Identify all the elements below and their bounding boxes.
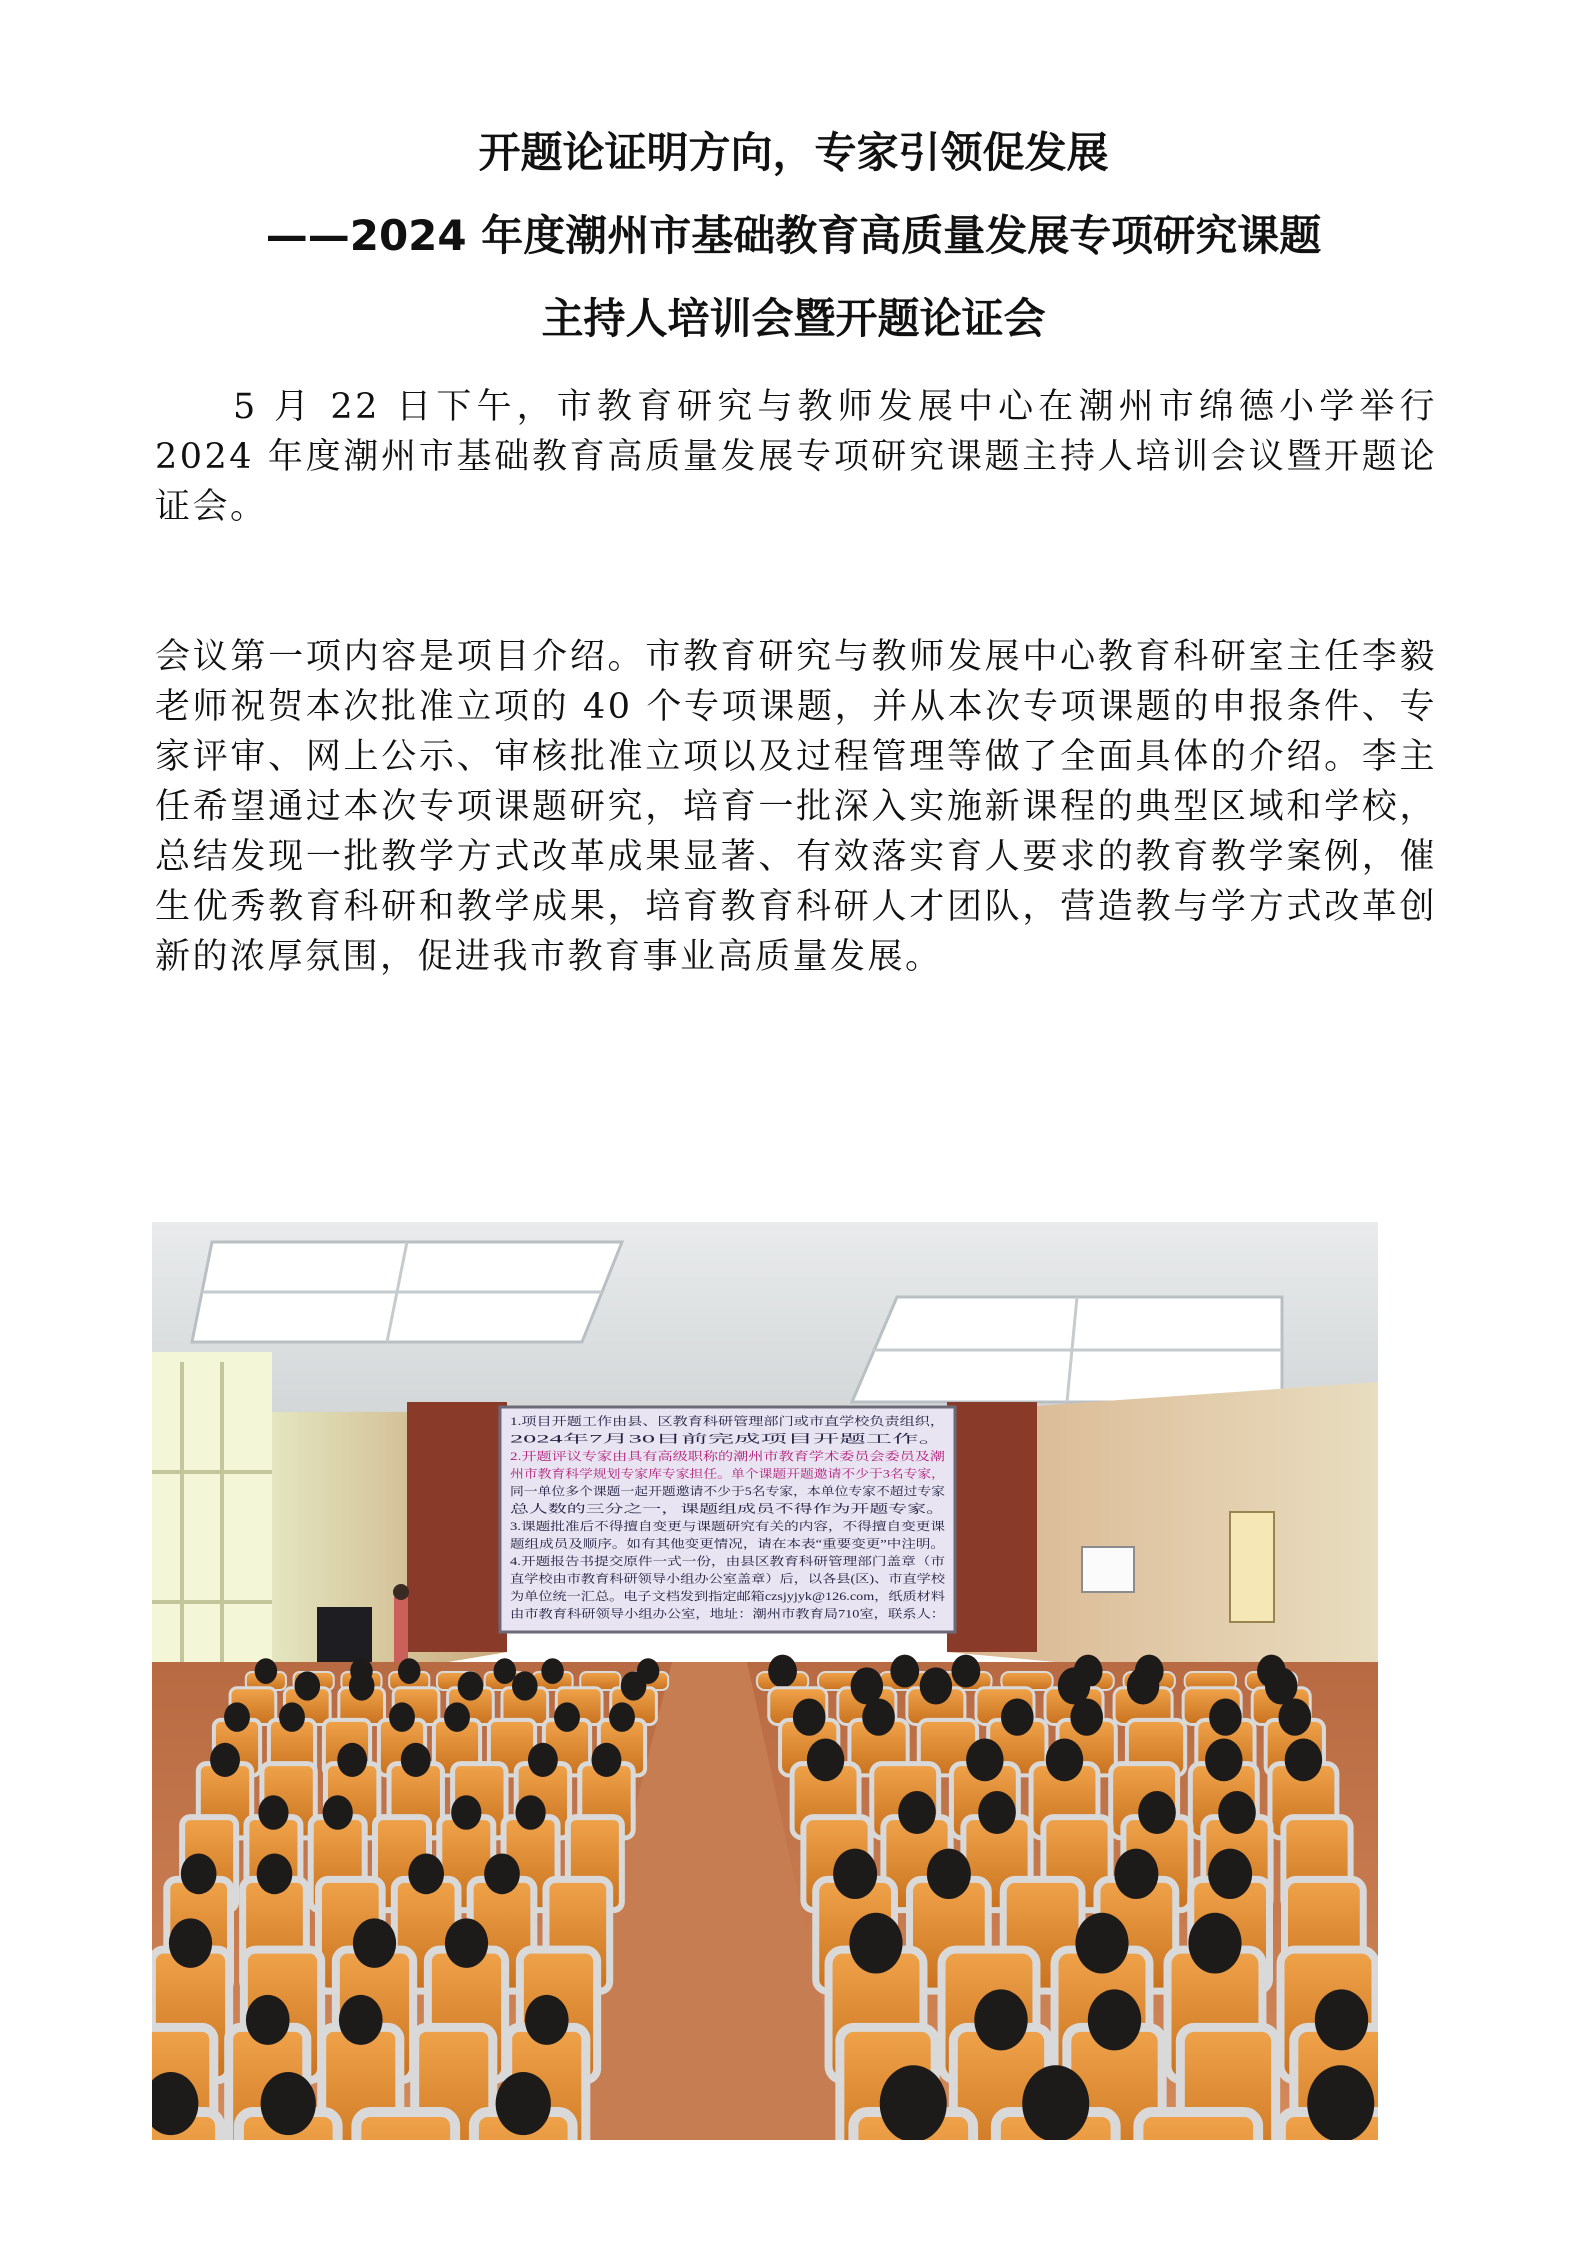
paragraph-project-introduction: 会议第一项内容是项目介绍。市教育研究与教师发展中心教育科研室主任李毅老师祝贺本次批准立项的 40 个专项课题，并从本次专项课题的申报条件、专家评审、网上公示、审核批准立项以及过程管理等做了全面具体的介绍。李主任希望通过本次专项课题研究，培育一批深入实施新课程的典型区域和学校，总结发现一批教学方式改革成果显著、有效落实育人要求的教育教学案例，催生优秀教育科研和教学成果，培育教育科研人才团队，营造教与学方式改革创新的浓厚氛围，促进我市教育事业高质量发展。 xyxy=(155,637,1437,977)
audience-head xyxy=(353,1918,396,1967)
audience-head xyxy=(898,1791,936,1834)
title-line-1: 开题论证明方向，专家引领促发展 xyxy=(478,128,1109,177)
audience-head xyxy=(541,1658,563,1684)
screen-text-line: 4.开题报告书提交原件一式一份，由县区教育科研管理部门盖章（市 xyxy=(510,1556,853,1568)
audience-head xyxy=(339,1995,383,2045)
audience-head xyxy=(768,1655,797,1688)
audience-head xyxy=(880,2065,947,2140)
audience-head xyxy=(793,1698,826,1735)
screen-text-line: 州市教育科学规划专家库专家担任。单个课题开题邀请不少于3名专家， xyxy=(510,1468,873,1481)
audience-head xyxy=(279,1702,305,1732)
screen-text-line: 由市教育科研领导小组办公室，地址：潮州市教育局710室，联系人： xyxy=(510,1608,861,1621)
audience-head xyxy=(246,1995,290,2045)
audience-head xyxy=(621,1671,647,1700)
audience-head xyxy=(952,1655,981,1688)
audience-head xyxy=(1307,2065,1374,2140)
audience-head xyxy=(1127,1667,1159,1704)
audience-head xyxy=(966,1738,1003,1781)
audience-head xyxy=(890,1655,919,1688)
audience-head xyxy=(1315,1989,1368,2050)
audience-head xyxy=(554,1702,580,1732)
audience-head xyxy=(295,1671,321,1700)
audience-head xyxy=(807,1738,844,1781)
audience-head xyxy=(974,1989,1027,2050)
audience-head xyxy=(261,2072,316,2135)
audience-head xyxy=(1208,1849,1252,1899)
screen-text-line: 3.课题批准后不得擅自变更与课题研究有关的内容，不得擅自变更课 xyxy=(510,1521,853,1533)
audience-head xyxy=(920,1667,952,1704)
audience-head xyxy=(1278,1698,1311,1735)
audience-head xyxy=(1285,1738,1322,1781)
audience-head xyxy=(258,1795,288,1830)
audience-head xyxy=(1088,1989,1141,2050)
audience-head xyxy=(528,1743,558,1777)
title-line-3: 主持人培训会暨开题论证会 xyxy=(541,294,1046,343)
audience-head xyxy=(445,1918,488,1967)
audience-head xyxy=(833,1849,877,1899)
audience-head xyxy=(1001,1698,1034,1735)
screen-text-line: 2.开题评议专家由具有高级职称的潮州市教育学术委员会委员及潮 xyxy=(510,1451,841,1463)
audience-head xyxy=(978,1791,1016,1834)
audience-head xyxy=(849,1913,902,1974)
conference-hall-photo xyxy=(152,1222,1378,2140)
audience-head xyxy=(389,1702,415,1732)
screen-text-line: 1.项目开题工作由县、区教育科研管理部门或市直学校负责组织， xyxy=(510,1416,841,1428)
audience-head xyxy=(408,1853,444,1894)
screen-text-line: 为单位统一汇总。电子文档发到指定邮箱czsjyjyk@126.com，纸质材料 xyxy=(510,1591,864,1603)
audience-head xyxy=(862,1698,895,1735)
audience-head xyxy=(1114,1849,1158,1899)
audience-head xyxy=(444,1702,470,1732)
audience-head xyxy=(349,1671,375,1700)
audience-head xyxy=(257,1853,293,1894)
audience-head xyxy=(398,1658,420,1684)
auditorium-seat xyxy=(1138,2112,1258,2140)
audience-head xyxy=(1205,1738,1242,1781)
audience-head xyxy=(181,1853,217,1894)
audience-head xyxy=(496,2072,551,2135)
title-line-2: ——2024 年度潮州市基础教育高质量发展专项研究课题 xyxy=(265,211,1322,260)
screen-text-line: 总人数的三分之一，课题组成员不得作为开题专家。 xyxy=(510,1503,775,1516)
screen-text-line: 同一单位多个课题一起开题邀请不少于5名专家，本单位专家不超过专家 xyxy=(510,1486,873,1498)
audience-head xyxy=(927,1849,971,1899)
audience-head xyxy=(592,1743,622,1777)
audience-head xyxy=(169,1918,212,1967)
audience-head xyxy=(512,1671,538,1700)
audience-head xyxy=(494,1658,516,1684)
audience-head xyxy=(224,1702,250,1732)
audience-head xyxy=(337,1743,367,1777)
audience-head xyxy=(451,1795,481,1830)
audience-head xyxy=(1022,2065,1089,2140)
audience-head xyxy=(1070,1698,1103,1735)
audience-head xyxy=(609,1702,635,1732)
audience-head xyxy=(255,1658,277,1684)
audience-head xyxy=(1075,1913,1128,1974)
audience-head xyxy=(1188,1913,1241,1974)
audience-head xyxy=(458,1671,484,1700)
audience-head xyxy=(525,1995,569,2045)
audience-head xyxy=(1046,1738,1083,1781)
auditorium-seat xyxy=(356,2112,455,2140)
audience-head xyxy=(323,1795,353,1830)
paragraph-intro: 5 月 22 日下午，市教育研究与教师发展中心在潮州市绵德小学举行2024 年度潮州市基础教育高质量发展专项研究课题主持人培训会议暨开题论证会。 xyxy=(155,387,1437,527)
audience-head xyxy=(210,1743,240,1777)
audience-head xyxy=(1218,1791,1256,1834)
screen-text-line: 题组成员及顺序。如有其他变更情况，请在本表“重要变更”中注明。 xyxy=(510,1538,854,1551)
audience-head xyxy=(484,1853,520,1894)
screen-text-line: 直学校由市教育科研领导小组办公室盖章）后，以各县(区)、市直学校 xyxy=(510,1573,863,1586)
screen-text-line: 2024年7月30日前完成项目开题工作。 xyxy=(510,1433,700,1446)
audience-head xyxy=(1138,1791,1176,1834)
audience-head xyxy=(515,1795,545,1830)
audience-head xyxy=(1209,1698,1242,1735)
audience-head xyxy=(401,1743,431,1777)
